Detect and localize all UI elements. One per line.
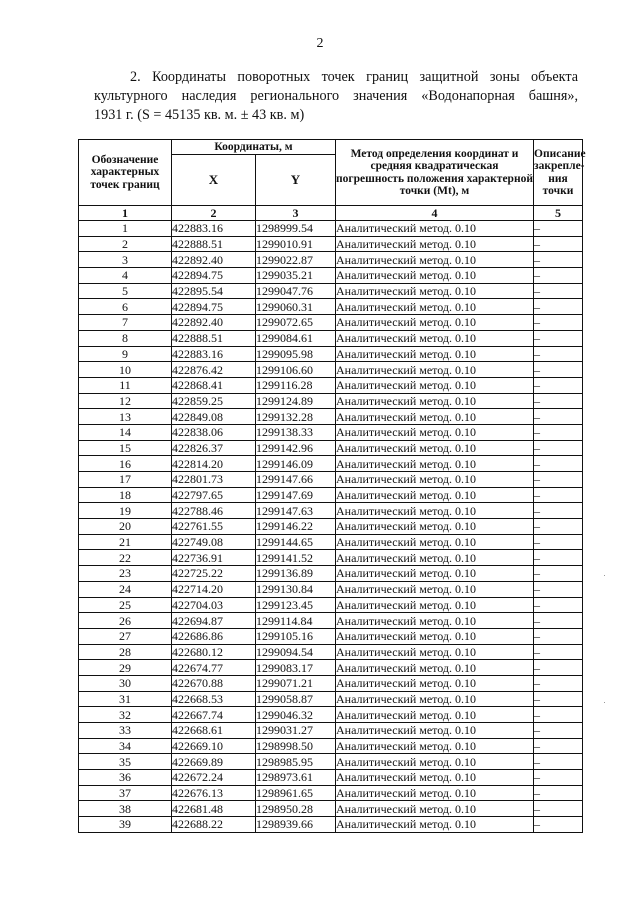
cell-x: 422672.24 xyxy=(172,770,256,786)
table-row xyxy=(79,723,583,739)
cell-method: Аналитический метод. 0.10 xyxy=(336,268,534,284)
cell-point: 35 xyxy=(79,754,172,770)
cell-desc: – xyxy=(534,660,583,676)
cell-point: 30 xyxy=(79,675,172,691)
table-row xyxy=(79,236,583,252)
cell-point: 38 xyxy=(79,801,172,817)
cell-desc: – xyxy=(534,221,583,237)
cell-point: 12 xyxy=(79,393,172,409)
cell-desc: – xyxy=(534,299,583,315)
cell-x: 422876.42 xyxy=(172,362,256,378)
cell-method: Аналитический метод. 0.10 xyxy=(336,221,534,237)
cell-desc: – xyxy=(534,283,583,299)
cell-y: 1298985.95 xyxy=(256,754,336,770)
cell-point: 39 xyxy=(79,817,172,833)
column-number: 3 xyxy=(256,206,336,221)
cell-y: 1299058.87 xyxy=(256,691,336,707)
table-row xyxy=(79,299,583,315)
cell-y: 1299010.91 xyxy=(256,236,336,252)
scan-speck xyxy=(604,575,605,576)
cell-desc: – xyxy=(534,519,583,535)
table-row xyxy=(79,362,583,378)
cell-method: Аналитический метод. 0.10 xyxy=(336,456,534,472)
cell-point: 1 xyxy=(79,221,172,237)
cell-desc: – xyxy=(534,770,583,786)
cell-method: Аналитический метод. 0.10 xyxy=(336,519,534,535)
cell-desc: – xyxy=(534,644,583,660)
table-row xyxy=(79,581,583,597)
cell-desc: – xyxy=(534,785,583,801)
column-number: 2 xyxy=(172,206,256,221)
cell-point: 6 xyxy=(79,299,172,315)
table-row xyxy=(79,221,583,237)
cell-method: Аналитический метод. 0.10 xyxy=(336,707,534,723)
cell-y: 1299146.09 xyxy=(256,456,336,472)
cell-point: 8 xyxy=(79,330,172,346)
cell-point: 16 xyxy=(79,456,172,472)
cell-point: 4 xyxy=(79,268,172,284)
table-row xyxy=(79,440,583,456)
cell-desc: – xyxy=(534,346,583,362)
cell-x: 422749.08 xyxy=(172,534,256,550)
cell-y: 1299147.69 xyxy=(256,487,336,503)
cell-y: 1298998.50 xyxy=(256,738,336,754)
cell-point: 22 xyxy=(79,550,172,566)
cell-y: 1299124.89 xyxy=(256,393,336,409)
header-y: Y xyxy=(256,155,336,206)
cell-y: 1299147.66 xyxy=(256,472,336,488)
cell-y: 1299142.96 xyxy=(256,440,336,456)
cell-method: Аналитический метод. 0.10 xyxy=(336,675,534,691)
cell-y: 1299035.21 xyxy=(256,268,336,284)
cell-desc: – xyxy=(534,675,583,691)
cell-y: 1299130.84 xyxy=(256,581,336,597)
cell-x: 422761.55 xyxy=(172,519,256,535)
cell-desc: – xyxy=(534,440,583,456)
cell-method: Аналитический метод. 0.10 xyxy=(336,566,534,582)
cell-point: 10 xyxy=(79,362,172,378)
cell-y: 1298999.54 xyxy=(256,221,336,237)
table-row xyxy=(79,628,583,644)
cell-method: Аналитический метод. 0.10 xyxy=(336,330,534,346)
cell-point: 14 xyxy=(79,424,172,440)
cell-y: 1299123.45 xyxy=(256,597,336,613)
cell-method: Аналитический метод. 0.10 xyxy=(336,534,534,550)
cell-method: Аналитический метод. 0.10 xyxy=(336,487,534,503)
cell-method: Аналитический метод. 0.10 xyxy=(336,613,534,629)
cell-y: 1298950.28 xyxy=(256,801,336,817)
cell-desc: – xyxy=(534,738,583,754)
cell-point: 17 xyxy=(79,472,172,488)
cell-desc: – xyxy=(534,754,583,770)
cell-x: 422668.53 xyxy=(172,691,256,707)
table-row xyxy=(79,644,583,660)
page-number: 2 xyxy=(316,36,324,51)
column-numbers-row xyxy=(79,206,583,221)
cell-method: Аналитический метод. 0.10 xyxy=(336,597,534,613)
table-row xyxy=(79,393,583,409)
cell-method: Аналитический метод. 0.10 xyxy=(336,503,534,519)
cell-desc: – xyxy=(534,330,583,346)
cell-point: 11 xyxy=(79,377,172,393)
cell-x: 422704.03 xyxy=(172,597,256,613)
cell-y: 1299136.89 xyxy=(256,566,336,582)
cell-desc: – xyxy=(534,362,583,378)
cell-x: 422676.13 xyxy=(172,785,256,801)
cell-x: 422797.65 xyxy=(172,487,256,503)
cell-desc: – xyxy=(534,691,583,707)
cell-x: 422667.74 xyxy=(172,707,256,723)
scan-speck xyxy=(604,702,605,703)
cell-method: Аналитический метод. 0.10 xyxy=(336,315,534,331)
cell-y: 1298961.65 xyxy=(256,785,336,801)
cell-method: Аналитический метод. 0.10 xyxy=(336,252,534,268)
cell-x: 422801.73 xyxy=(172,472,256,488)
table-row xyxy=(79,424,583,440)
table-row xyxy=(79,377,583,393)
cell-y: 1299114.84 xyxy=(256,613,336,629)
cell-y: 1299105.16 xyxy=(256,628,336,644)
cell-x: 422883.16 xyxy=(172,346,256,362)
cell-x: 422888.51 xyxy=(172,236,256,252)
column-number: 5 xyxy=(534,206,583,221)
cell-y: 1299144.65 xyxy=(256,534,336,550)
table-row xyxy=(79,252,583,268)
table-row xyxy=(79,534,583,550)
cell-desc: – xyxy=(534,424,583,440)
cell-y: 1299031.27 xyxy=(256,723,336,739)
cell-desc: – xyxy=(534,597,583,613)
table-row xyxy=(79,597,583,613)
cell-point: 25 xyxy=(79,597,172,613)
cell-desc: – xyxy=(534,503,583,519)
cell-point: 19 xyxy=(79,503,172,519)
cell-x: 422694.87 xyxy=(172,613,256,629)
cell-method: Аналитический метод. 0.10 xyxy=(336,817,534,833)
cell-point: 18 xyxy=(79,487,172,503)
table-row xyxy=(79,770,583,786)
cell-desc: – xyxy=(534,409,583,425)
cell-x: 422714.20 xyxy=(172,581,256,597)
header-coordinates: Координаты, м xyxy=(172,140,336,155)
title-line-3: 1931 г. (S = 45135 кв. м. ± 43 кв. м) xyxy=(94,107,305,123)
cell-method: Аналитический метод. 0.10 xyxy=(336,362,534,378)
cell-method: Аналитический метод. 0.10 xyxy=(336,754,534,770)
cell-x: 422894.75 xyxy=(172,299,256,315)
cell-desc: – xyxy=(534,613,583,629)
cell-method: Аналитический метод. 0.10 xyxy=(336,550,534,566)
cell-point: 20 xyxy=(79,519,172,535)
table-body xyxy=(79,221,583,833)
cell-point: 15 xyxy=(79,440,172,456)
cell-point: 9 xyxy=(79,346,172,362)
document-title xyxy=(94,68,578,125)
column-number: 4 xyxy=(336,206,534,221)
cell-y: 1299094.54 xyxy=(256,644,336,660)
cell-desc: – xyxy=(534,315,583,331)
table-row xyxy=(79,346,583,362)
cell-y: 1299132.28 xyxy=(256,409,336,425)
cell-desc: – xyxy=(534,393,583,409)
cell-method: Аналитический метод. 0.10 xyxy=(336,644,534,660)
table-row xyxy=(79,801,583,817)
header-description: Описание закрепле-ния точки xyxy=(534,140,583,206)
cell-desc: – xyxy=(534,707,583,723)
cell-point: 33 xyxy=(79,723,172,739)
cell-y: 1299022.87 xyxy=(256,252,336,268)
cell-x: 422894.75 xyxy=(172,268,256,284)
table-row xyxy=(79,315,583,331)
cell-y: 1299046.32 xyxy=(256,707,336,723)
cell-desc: – xyxy=(534,801,583,817)
column-number: 1 xyxy=(79,206,172,221)
cell-x: 422883.16 xyxy=(172,221,256,237)
cell-x: 422895.54 xyxy=(172,283,256,299)
cell-x: 422814.20 xyxy=(172,456,256,472)
cell-x: 422826.37 xyxy=(172,440,256,456)
cell-method: Аналитический метод. 0.10 xyxy=(336,409,534,425)
cell-method: Аналитический метод. 0.10 xyxy=(336,785,534,801)
table-row xyxy=(79,613,583,629)
cell-method: Аналитический метод. 0.10 xyxy=(336,377,534,393)
cell-x: 422888.51 xyxy=(172,330,256,346)
table-header xyxy=(79,140,586,221)
cell-x: 422788.46 xyxy=(172,503,256,519)
cell-method: Аналитический метод. 0.10 xyxy=(336,472,534,488)
cell-y: 1299116.28 xyxy=(256,377,336,393)
table-row xyxy=(79,487,583,503)
header-point: Обозначение характерных точек границ xyxy=(79,140,172,206)
table-row xyxy=(79,519,583,535)
table-row xyxy=(79,691,583,707)
cell-point: 36 xyxy=(79,770,172,786)
cell-method: Аналитический метод. 0.10 xyxy=(336,440,534,456)
cell-desc: – xyxy=(534,550,583,566)
cell-x: 422688.22 xyxy=(172,817,256,833)
cell-point: 29 xyxy=(79,660,172,676)
cell-y: 1299147.63 xyxy=(256,503,336,519)
cell-y: 1299084.61 xyxy=(256,330,336,346)
cell-x: 422670.88 xyxy=(172,675,256,691)
cell-point: 13 xyxy=(79,409,172,425)
title-line-2: культурного наследия регионального значения «Водонапорная башня», xyxy=(94,88,578,104)
cell-desc: – xyxy=(534,817,583,833)
table-row xyxy=(79,409,583,425)
table-row xyxy=(79,785,583,801)
cell-x: 422868.41 xyxy=(172,377,256,393)
cell-method: Аналитический метод. 0.10 xyxy=(336,770,534,786)
cell-method: Аналитический метод. 0.10 xyxy=(336,299,534,315)
cell-point: 3 xyxy=(79,252,172,268)
coordinates-table xyxy=(78,139,586,833)
cell-method: Аналитический метод. 0.10 xyxy=(336,628,534,644)
cell-point: 21 xyxy=(79,534,172,550)
cell-method: Аналитический метод. 0.10 xyxy=(336,660,534,676)
cell-y: 1298939.66 xyxy=(256,817,336,833)
cell-y: 1299047.76 xyxy=(256,283,336,299)
cell-x: 422725.22 xyxy=(172,566,256,582)
cell-x: 422736.91 xyxy=(172,550,256,566)
cell-point: 37 xyxy=(79,785,172,801)
cell-desc: – xyxy=(534,456,583,472)
table-row xyxy=(79,660,583,676)
cell-desc: – xyxy=(534,472,583,488)
table-row xyxy=(79,738,583,754)
cell-desc: – xyxy=(534,236,583,252)
cell-point: 27 xyxy=(79,628,172,644)
cell-x: 422669.10 xyxy=(172,738,256,754)
cell-y: 1299146.22 xyxy=(256,519,336,535)
cell-desc: – xyxy=(534,268,583,284)
cell-x: 422892.40 xyxy=(172,315,256,331)
cell-method: Аналитический метод. 0.10 xyxy=(336,346,534,362)
cell-point: 31 xyxy=(79,691,172,707)
cell-method: Аналитический метод. 0.10 xyxy=(336,581,534,597)
cell-method: Аналитический метод. 0.10 xyxy=(336,738,534,754)
cell-desc: – xyxy=(534,723,583,739)
table-row xyxy=(79,817,583,833)
cell-y: 1299095.98 xyxy=(256,346,336,362)
title-line-1: 2. Координаты поворотных точек границ защитной зоны объекта xyxy=(130,69,578,85)
cell-x: 422680.12 xyxy=(172,644,256,660)
cell-x: 422859.25 xyxy=(172,393,256,409)
cell-point: 23 xyxy=(79,566,172,582)
cell-method: Аналитический метод. 0.10 xyxy=(336,236,534,252)
cell-y: 1299071.21 xyxy=(256,675,336,691)
cell-method: Аналитический метод. 0.10 xyxy=(336,691,534,707)
cell-desc: – xyxy=(534,252,583,268)
table-row xyxy=(79,456,583,472)
table-row xyxy=(79,330,583,346)
cell-point: 7 xyxy=(79,315,172,331)
table-row xyxy=(79,472,583,488)
cell-method: Аналитический метод. 0.10 xyxy=(336,801,534,817)
cell-method: Аналитический метод. 0.10 xyxy=(336,393,534,409)
cell-x: 422674.77 xyxy=(172,660,256,676)
table-row xyxy=(79,707,583,723)
header-x: X xyxy=(172,155,256,206)
cell-x: 422686.86 xyxy=(172,628,256,644)
cell-point: 34 xyxy=(79,738,172,754)
cell-method: Аналитический метод. 0.10 xyxy=(336,424,534,440)
table-row xyxy=(79,566,583,582)
cell-point: 24 xyxy=(79,581,172,597)
cell-desc: – xyxy=(534,628,583,644)
header-method: Метод определения координат и средняя квадратическая погрешность положения характерной точки (Mt), м xyxy=(336,140,534,206)
table-row xyxy=(79,268,583,284)
table-row xyxy=(79,503,583,519)
cell-y: 1299138.33 xyxy=(256,424,336,440)
cell-x: 422681.48 xyxy=(172,801,256,817)
cell-x: 422892.40 xyxy=(172,252,256,268)
cell-y: 1299060.31 xyxy=(256,299,336,315)
table-row xyxy=(79,754,583,770)
cell-desc: – xyxy=(534,566,583,582)
cell-y: 1299141.52 xyxy=(256,550,336,566)
cell-y: 1298973.61 xyxy=(256,770,336,786)
cell-desc: – xyxy=(534,534,583,550)
cell-y: 1299083.17 xyxy=(256,660,336,676)
table-row xyxy=(79,550,583,566)
cell-x: 422668.61 xyxy=(172,723,256,739)
cell-x: 422669.89 xyxy=(172,754,256,770)
cell-point: 26 xyxy=(79,613,172,629)
table-row xyxy=(79,675,583,691)
cell-desc: – xyxy=(534,487,583,503)
table-row xyxy=(79,283,583,299)
cell-point: 2 xyxy=(79,236,172,252)
cell-method: Аналитический метод. 0.10 xyxy=(336,283,534,299)
cell-point: 28 xyxy=(79,644,172,660)
cell-point: 5 xyxy=(79,283,172,299)
cell-desc: – xyxy=(534,581,583,597)
cell-x: 422838.06 xyxy=(172,424,256,440)
cell-point: 32 xyxy=(79,707,172,723)
cell-y: 1299106.60 xyxy=(256,362,336,378)
cell-desc: – xyxy=(534,377,583,393)
cell-method: Аналитический метод. 0.10 xyxy=(336,723,534,739)
cell-x: 422849.08 xyxy=(172,409,256,425)
cell-y: 1299072.65 xyxy=(256,315,336,331)
